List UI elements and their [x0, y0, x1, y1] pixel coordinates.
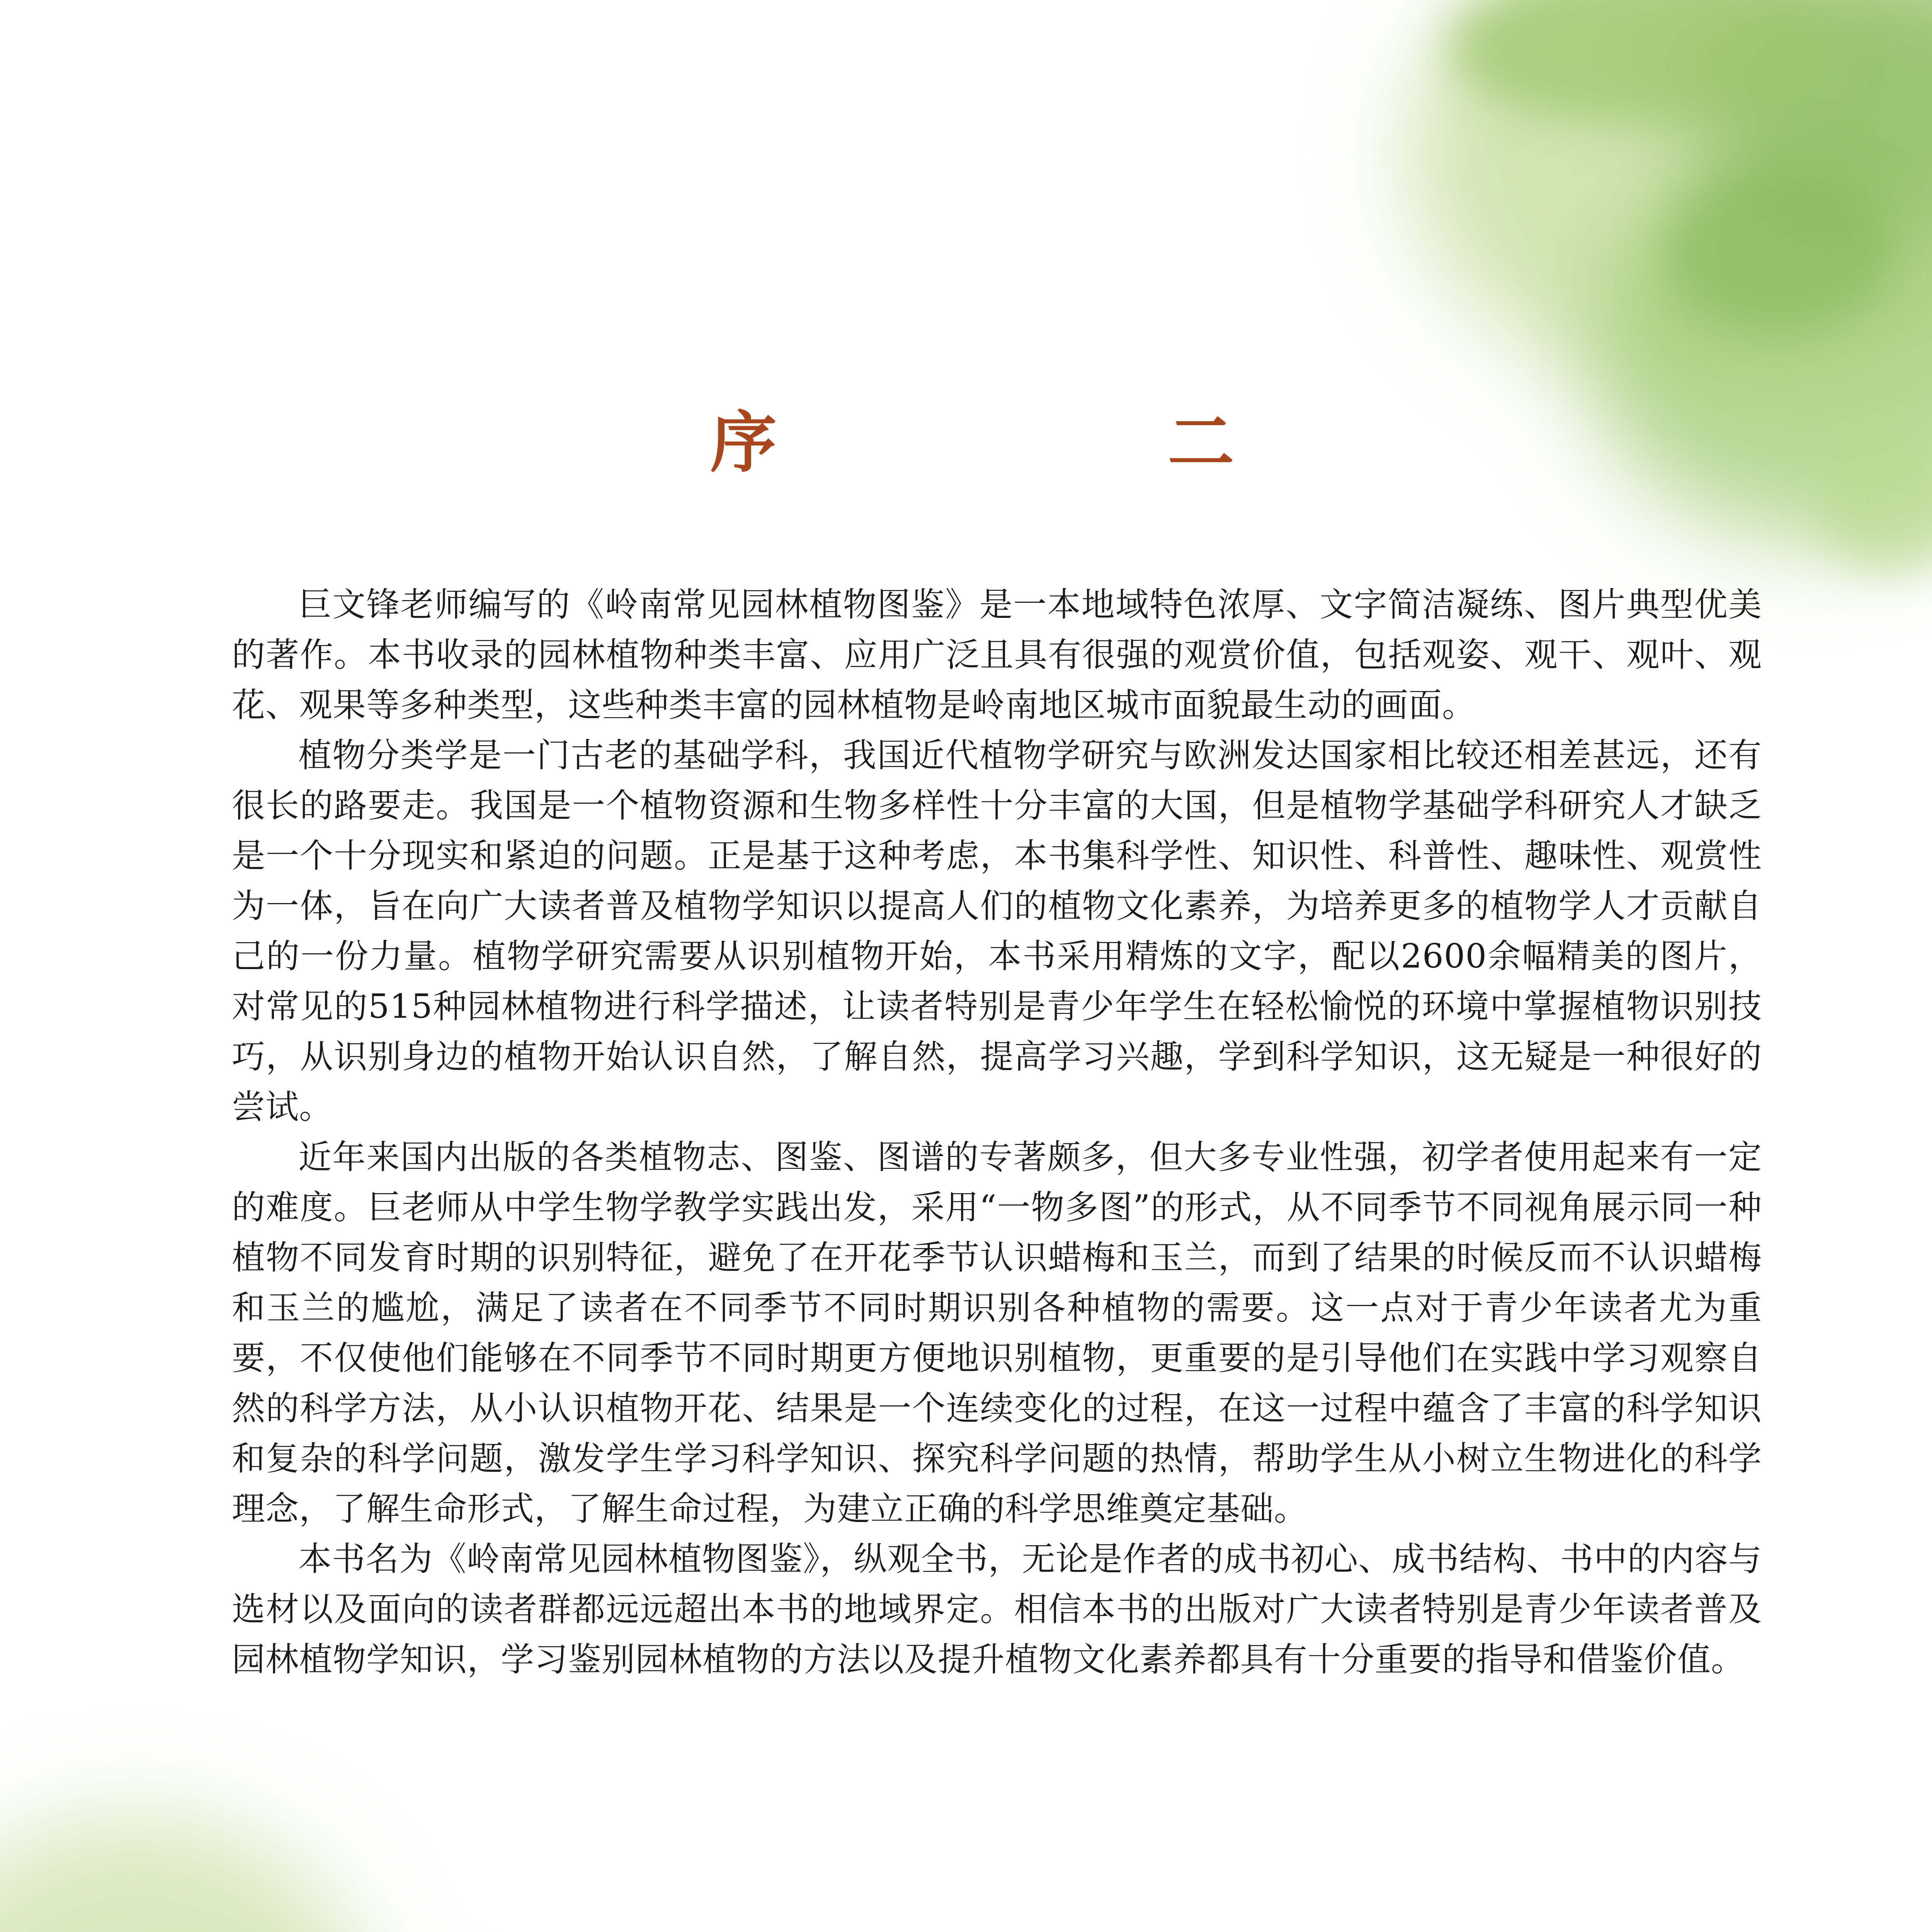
preface-body — [232, 580, 1762, 1685]
paragraph-4: 本书名为《岭南常见园林植物图鉴》，纵观全书，无论是作者的成书初心、成书结构、书中的内容与选材以及面向的读者群都远远超出本书的地域界定。相信本书的出版对广大读者特别是青少年读者普及园林植物学知识，学习鉴别园林植物的方法以及提升植物文化素养都具有十分重要的指导和借鉴价值。 — [232, 1540, 1762, 1679]
paragraph-2: 植物分类学是一门古老的基础学科，我国近代植物学研究与欧洲发达国家相比较还相差甚远，还有很长的路要走。我国是一个植物资源和生物多样性十分丰富的大国，但是植物学基础学科研究人才缺乏是一个十分现实和紧迫的问题。正是基于这种考虑，本书集科学性、知识性、科普性、趣味性、观赏性为一体，旨在向广大读者普及植物学知识以提高人们的植物文化素养，为培养更多的植物学人才贡献自己的一份力量。植物学研究需要从识别植物开始，本书采用精炼的文字，配以2600余幅精美的图片，对常见的515种园林植物进行科学描述，让读者特别是青少年学生在轻松愉悦的环境中掌握植物识别技巧，从识别身边的植物开始认识自然，了解自然，提高学习兴趣，学到科学知识，这无疑是一种很好的尝试。 — [232, 736, 1762, 1126]
paragraph-3: 近年来国内出版的各类植物志、图鉴、图谱的专著颇多，但大多专业性强，初学者使用起来有一定的难度。巨老师从中学生物学教学实践出发，采用“一物多图”的形式，从不同季节不同视角展示同一种植物不同发育时期的识别特征，避免了在开花季节认识蜡梅和玉兰，而到了结果的时候反而不认识蜡梅和玉兰的尴尬，满足了读者在不同季节不同时期识别各种植物的需要。这一点对于青少年读者尤为重要，不仅使他们能够在不同季节不同时期更方便地识别植物，更重要的是引导他们在实践中学习观察自然的科学方法，从小认识植物开花、结果是一个连续变化的过程，在这一过程中蕴含了丰富的科学知识和复杂的科学问题，激发学生学习科学知识、探究科学问题的热情，帮助学生从小树立生物进化的科学理念，了解生命形式，了解生命过程，为建立正确的科学思维奠定基础。 — [232, 1138, 1762, 1528]
page-title: 序 二 — [710, 404, 1396, 481]
paragraph-1: 巨文锋老师编写的《岭南常见园林植物图鉴》是一本地域特色浓厚、文字简洁凝练、图片典型优美的著作。本书收录的园林植物种类丰富、应用广泛且具有很强的观赏价值，包括观姿、观干、观叶、观花、观果等多种类型，这些种类丰富的园林植物是岭南地区城市面貌最生动的画面。 — [232, 585, 1762, 724]
